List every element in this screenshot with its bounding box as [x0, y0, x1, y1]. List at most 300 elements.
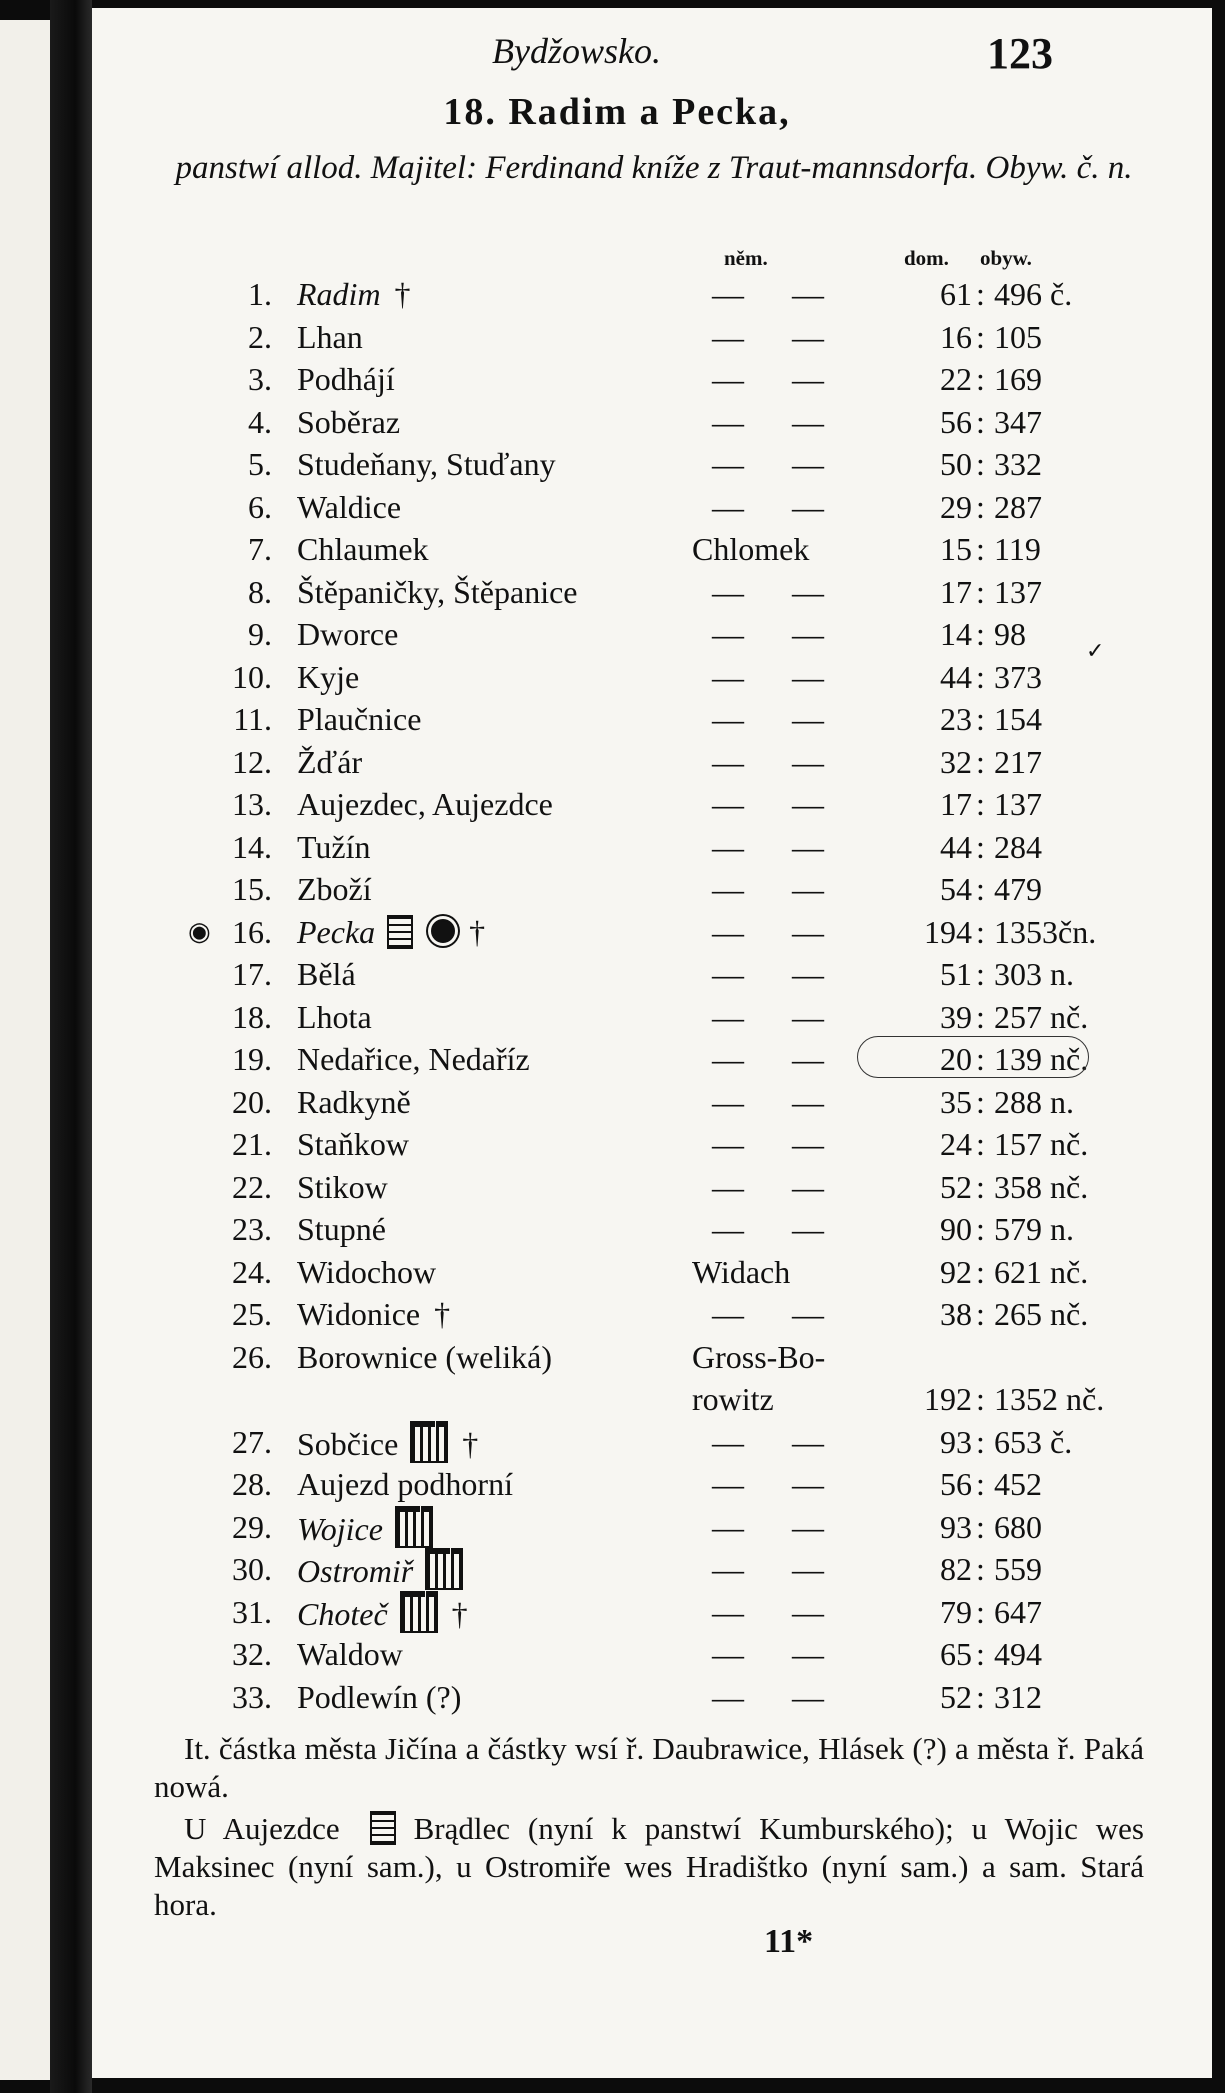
dash-mark: — [712, 276, 744, 312]
separator: : [976, 871, 985, 907]
house-count: 92 [940, 1253, 972, 1290]
separator: : [976, 1593, 985, 1630]
separator: : [976, 1636, 985, 1672]
table-row [92, 1038, 1212, 1081]
village-name [297, 741, 362, 784]
row-number: 26. [232, 1338, 272, 1375]
table-row [92, 316, 1212, 359]
row-number: 31. [232, 1593, 272, 1630]
village-name-text: Podhájí [297, 361, 395, 397]
inhabitant-count: 1352 nč. [994, 1380, 1105, 1417]
row-number: 6. [248, 488, 272, 525]
dash-mark: — [712, 1126, 744, 1162]
dash-mark: — [792, 1636, 824, 1672]
inhabitant-count: 303 n. [994, 956, 1074, 992]
village-name [297, 1208, 386, 1251]
castle-icon [400, 1591, 438, 1633]
village-name-text: Lhota [297, 998, 372, 1035]
dash-mark: — [712, 1551, 744, 1587]
village-name [297, 528, 429, 571]
village-name [297, 826, 371, 869]
separator: : [976, 1466, 985, 1502]
village-name-text: Dworce [297, 616, 399, 652]
table-row [92, 571, 1212, 614]
town-circle-icon [431, 919, 455, 943]
dash-mark: — [792, 658, 824, 695]
table-row [92, 1421, 1212, 1464]
village-name [297, 1166, 388, 1209]
dash-mark: — [712, 913, 744, 950]
row-number: 29. [232, 1508, 272, 1545]
village-name [297, 273, 411, 316]
village-name [297, 571, 578, 614]
dash-mark: — [792, 1551, 824, 1587]
row-number: 4. [248, 403, 272, 440]
dash-mark: — [792, 828, 824, 865]
dash-mark: — [792, 1168, 824, 1205]
inhabitant-count: 559 [994, 1551, 1042, 1587]
separator: : [976, 403, 985, 440]
inhabitant-count: 284 [994, 828, 1042, 865]
village-name-text: Waldice [297, 488, 402, 525]
village-name-text: Bělá [297, 956, 356, 992]
footer-notes [154, 1730, 1144, 1928]
table-row [92, 953, 1212, 996]
table-row [92, 741, 1212, 784]
village-name [297, 1293, 450, 1336]
dash-mark: — [792, 1466, 824, 1502]
separator: : [976, 786, 985, 822]
village-name-text: Radim [297, 276, 381, 312]
table-row [92, 486, 1212, 529]
dash-mark: — [712, 1508, 744, 1545]
dash-mark: — [792, 1593, 824, 1630]
separator: : [976, 1380, 985, 1417]
separator: : [976, 1253, 985, 1290]
dash-mark: — [792, 913, 824, 950]
table-row [92, 273, 1212, 316]
village-name [297, 1633, 403, 1676]
village-name-text: Chlaumek [297, 531, 429, 567]
dash-mark: — [712, 1423, 744, 1460]
separator: : [976, 701, 985, 737]
inhabitant-count: 169 [994, 361, 1042, 397]
separator: : [976, 1678, 985, 1715]
village-name-text: Podlewín (?) [297, 1678, 462, 1715]
dash-mark: — [712, 998, 744, 1035]
separator: : [976, 488, 985, 525]
inhabitant-count: 494 [994, 1636, 1042, 1672]
village-name-text: Zboží [297, 871, 372, 907]
dash-mark: — [792, 318, 824, 355]
village-name-text: Studeňany, Stuďany [297, 446, 556, 482]
village-name-text: Pecka [297, 913, 376, 950]
row-number: 28. [232, 1466, 272, 1502]
village-name-text: Staňkow [297, 1126, 409, 1162]
house-count: 38 [940, 1296, 972, 1332]
cross-icon: † [469, 913, 486, 950]
separator: : [976, 913, 985, 950]
dash-mark: — [712, 1168, 744, 1205]
row-number: 5. [248, 446, 272, 482]
column-header-inhabitants: obyw. [980, 246, 1032, 270]
village-name [297, 1251, 436, 1294]
village-name-text: Tužín [297, 828, 371, 865]
footer-note-1: It. částka města Jičína a částky wsí ř. Daubrawice, Hlásek (?) a města ř. Paká nowá. [154, 1731, 1144, 1804]
separator: : [976, 658, 985, 695]
table-row [92, 1251, 1212, 1294]
separator: : [976, 828, 985, 865]
house-count: 54 [940, 871, 972, 907]
separator: : [976, 1211, 985, 1247]
village-name [297, 486, 401, 529]
separator: : [976, 361, 985, 397]
village-name-text: Widochow [297, 1253, 437, 1290]
table-row [92, 1676, 1212, 1719]
village-name-text: Sobčice [297, 1425, 399, 1462]
house-count: 22 [940, 361, 972, 397]
house-count: 56 [940, 1466, 972, 1502]
house-count: 50 [940, 446, 972, 482]
cross-icon: † [434, 1296, 451, 1332]
village-name [297, 1123, 409, 1166]
inhabitant-count: 653 č. [994, 1423, 1073, 1460]
village-name [297, 316, 363, 359]
table-row [92, 1166, 1212, 1209]
house-count: 16 [940, 318, 972, 355]
village-name-text: Nedařice, Nedaříz [297, 1041, 530, 1077]
row-number: 22. [232, 1168, 272, 1205]
row-number: 9. [248, 616, 272, 652]
village-name-text: Kyje [297, 658, 360, 695]
dash-mark: — [712, 318, 744, 355]
row-number: 2. [248, 318, 272, 355]
house-count: 44 [940, 658, 972, 695]
separator: : [976, 1296, 985, 1332]
house-count: 52 [940, 1168, 972, 1205]
village-name [297, 1421, 478, 1466]
house-count: 14 [940, 616, 972, 652]
inhabitant-count: 496 č. [994, 276, 1073, 312]
row-number: 3. [248, 361, 272, 397]
house-count: 93 [940, 1423, 972, 1460]
house-count: 52 [940, 1678, 972, 1715]
page-number: 123 [987, 29, 1053, 78]
separator: : [976, 1126, 985, 1162]
inhabitant-count: 1353čn. [994, 913, 1097, 950]
inhabitant-count: 373 [994, 658, 1042, 695]
table-row [92, 1633, 1212, 1676]
table-row [92, 1591, 1212, 1634]
house-count: 51 [940, 956, 972, 992]
separator: : [976, 573, 985, 610]
table-row [92, 826, 1212, 869]
section-title: 18. Radim a Pecka, [443, 91, 791, 133]
village-name [297, 868, 372, 911]
separator: : [976, 1423, 985, 1460]
village-name-text: Borownice (weliká) [297, 1338, 553, 1375]
table-row [92, 783, 1212, 826]
house-count: 17 [940, 573, 972, 610]
dash-mark: — [792, 1083, 824, 1120]
row-number: 13. [232, 786, 272, 822]
german-name: Gross-Bo-rowitz [692, 1338, 826, 1417]
table-row [92, 1123, 1212, 1166]
inhabitant-count: 358 nč. [994, 1168, 1089, 1205]
dash-mark: — [792, 1508, 824, 1545]
inhabitant-count: 680 [994, 1508, 1042, 1545]
castle-icon [410, 1421, 448, 1463]
dash-mark: — [712, 573, 744, 610]
dash-mark: — [792, 701, 824, 737]
dash-mark: — [792, 361, 824, 397]
footer-note-2-rest: Brądlec (nyní k panstwí Kumburského); u Wojic wes Maksinec (nyní sam.), u Ostromiře wes Hradištko (nyní sam.) a sam. Stará hora. [154, 1811, 1144, 1922]
castle-icon [425, 1548, 463, 1590]
separator: : [976, 276, 985, 312]
row-number: 16. [232, 913, 272, 950]
village-name [297, 401, 400, 444]
table-row [92, 868, 1212, 911]
inhabitant-count: 579 n. [994, 1211, 1074, 1247]
cross-icon: † [462, 1425, 479, 1462]
inhabitant-count: 139 nč. [994, 1041, 1089, 1077]
dash-mark: — [792, 1126, 824, 1162]
row-number: 8. [248, 573, 272, 610]
town-marker-icon: ◉ [188, 916, 211, 946]
dash-mark: — [792, 1678, 824, 1715]
printer-signature: 11* [764, 1923, 814, 1960]
dash-mark: — [792, 403, 824, 440]
village-name-text: Choteč [297, 1595, 388, 1632]
row-number: 18. [232, 998, 272, 1035]
village-name-text: Štěpaničky, Štěpanice [297, 573, 578, 610]
table-row [92, 358, 1212, 401]
village-name [297, 656, 359, 699]
village-name [297, 1506, 433, 1551]
village-name-text: Widonice [297, 1296, 421, 1332]
inhabitant-count: 621 nč. [994, 1253, 1089, 1290]
dash-mark: — [712, 1466, 744, 1502]
separator: : [976, 743, 985, 780]
village-name-text: Waldow [297, 1636, 403, 1672]
dash-mark: — [792, 446, 824, 482]
house-count: 20 [940, 1041, 972, 1077]
separator: : [976, 1508, 985, 1545]
separator: : [976, 1041, 985, 1077]
dash-mark: — [712, 616, 744, 652]
dash-mark: — [792, 573, 824, 610]
house-count: 90 [940, 1211, 972, 1247]
dash-mark: — [712, 1636, 744, 1672]
castle-icon [395, 1506, 433, 1548]
village-name [297, 698, 421, 741]
table-row [92, 996, 1212, 1039]
dash-mark: — [792, 1423, 824, 1460]
house-count: 82 [940, 1551, 972, 1587]
table-row [92, 1081, 1212, 1124]
separator: : [976, 956, 985, 992]
dash-mark: — [712, 743, 744, 780]
house-count: 56 [940, 403, 972, 440]
separator: : [976, 616, 985, 652]
house-count: 44 [940, 828, 972, 865]
inhabitant-count: 288 n. [994, 1083, 1074, 1120]
row-number: 15. [232, 871, 272, 907]
inhabitant-count: 217 [994, 743, 1042, 780]
dash-mark: — [792, 1211, 824, 1247]
german-name: Chlomek [692, 531, 810, 567]
village-name [297, 1463, 513, 1506]
house-count: 23 [940, 701, 972, 737]
dash-mark: — [712, 828, 744, 865]
manor-icon [387, 915, 413, 949]
village-name [297, 358, 395, 401]
separator: : [976, 446, 985, 482]
village-name [297, 1081, 411, 1124]
inhabitant-count: 105 [994, 318, 1042, 355]
row-number: 7. [248, 531, 272, 567]
dash-mark: — [792, 998, 824, 1035]
cross-icon: † [451, 1595, 468, 1632]
village-name-text: Radkyně [297, 1083, 411, 1120]
dash-mark: — [712, 701, 744, 737]
row-number: 20. [232, 1083, 272, 1120]
dash-mark: — [792, 276, 824, 312]
row-number: 19. [232, 1041, 272, 1077]
castle-icon [370, 1811, 396, 1845]
village-name [297, 911, 485, 954]
village-name-text: Wojice [297, 1510, 383, 1547]
inhabitant-count: 257 nč. [994, 998, 1089, 1035]
village-name-text: Aujezd podhorní [297, 1466, 513, 1502]
house-count: 39 [940, 998, 972, 1035]
row-number: 14. [232, 828, 272, 865]
german-name: Widach [692, 1253, 791, 1290]
column-header-german: něm. [724, 246, 768, 270]
village-name [297, 613, 398, 656]
table-row [92, 1463, 1212, 1506]
inhabitant-count: 137 [994, 573, 1042, 610]
village-name [297, 1038, 530, 1081]
dash-mark: — [792, 1041, 824, 1077]
house-count: 17 [940, 786, 972, 822]
dash-mark: — [712, 361, 744, 397]
village-name [297, 1336, 552, 1379]
row-number: 33. [232, 1678, 272, 1715]
dash-mark: — [712, 1593, 744, 1630]
row-number: 1. [248, 276, 272, 312]
table-row [92, 698, 1212, 741]
book-gutter [50, 0, 92, 2093]
separator: : [976, 1168, 985, 1205]
dash-mark: — [792, 871, 824, 907]
house-count: 93 [940, 1508, 972, 1545]
village-name [297, 443, 556, 486]
inhabitant-count: 452 [994, 1466, 1042, 1502]
dash-mark: — [712, 658, 744, 695]
table-row [92, 1208, 1212, 1251]
inhabitant-count: 647 [994, 1593, 1042, 1630]
dash-mark: — [792, 786, 824, 822]
inhabitant-count: 98 [994, 616, 1026, 652]
village-name-text: Plaučnice [297, 701, 422, 737]
house-count: 35 [940, 1083, 972, 1120]
separator: : [976, 998, 985, 1035]
row-number: 17. [232, 956, 272, 992]
house-count: 194 [924, 913, 972, 950]
dash-mark: — [712, 446, 744, 482]
dash-mark: — [712, 1211, 744, 1247]
dash-mark: — [712, 1296, 744, 1332]
row-number: 27. [232, 1423, 272, 1460]
village-name-text: Lhan [297, 318, 363, 355]
village-name-text: Aujezdec, Aujezdce [297, 786, 553, 822]
village-name [297, 996, 372, 1039]
house-count: 29 [940, 488, 972, 525]
inhabitant-count: 347 [994, 403, 1042, 440]
dash-mark: — [792, 743, 824, 780]
section-subtitle: panstwí allod. Majitel: Ferdinand kníže z Traut-mannsdorfa. Obyw. č. n. [175, 150, 1133, 186]
previous-page-edge [0, 20, 50, 2080]
table-row [92, 443, 1212, 486]
village-name-text: Stupné [297, 1211, 386, 1247]
village-name-text: Ostromiř [297, 1553, 414, 1589]
inhabitant-count: 119 [994, 531, 1041, 567]
dash-mark: — [792, 956, 824, 992]
cross-icon: † [394, 276, 411, 312]
village-name [297, 953, 356, 996]
column-header-houses: dom. [904, 246, 949, 270]
table-row [92, 528, 1212, 571]
dash-mark: — [712, 956, 744, 992]
row-number: 25. [232, 1296, 272, 1332]
row-number: 11. [233, 701, 272, 737]
table-row [92, 1548, 1212, 1591]
ink-tick-mark: ✓ [1086, 638, 1105, 663]
table-row [92, 911, 1212, 954]
dash-mark: — [712, 488, 744, 525]
village-name-text: Žďár [297, 743, 363, 780]
house-count: 79 [940, 1593, 972, 1630]
row-number: 12. [232, 743, 272, 780]
dash-mark: — [792, 616, 824, 652]
inhabitant-count: 332 [994, 446, 1042, 482]
table-row [92, 656, 1212, 699]
row-number: 23. [232, 1211, 272, 1247]
table-row [92, 1336, 1212, 1421]
table-row [92, 401, 1212, 444]
dash-mark: — [792, 1296, 824, 1332]
inhabitant-count: 287 [994, 488, 1042, 525]
book-page [92, 8, 1212, 2078]
dash-mark: — [712, 871, 744, 907]
village-name [297, 1591, 468, 1636]
village-table [92, 273, 1212, 1718]
village-name [297, 1548, 463, 1593]
row-number: 32. [232, 1636, 272, 1672]
village-name [297, 783, 553, 826]
row-number: 10. [232, 658, 272, 695]
footer-note-2 [154, 1810, 1144, 1924]
inhabitant-count: 312 [994, 1678, 1042, 1715]
village-name-text: Soběraz [297, 403, 401, 440]
house-count: 192 [924, 1380, 972, 1417]
house-count: 15 [940, 531, 972, 567]
separator: : [976, 531, 985, 567]
running-header: Bydžowsko. [492, 31, 661, 71]
dash-mark: — [712, 1041, 744, 1077]
footer-note-2-start: U Aujezdce [184, 1811, 340, 1846]
